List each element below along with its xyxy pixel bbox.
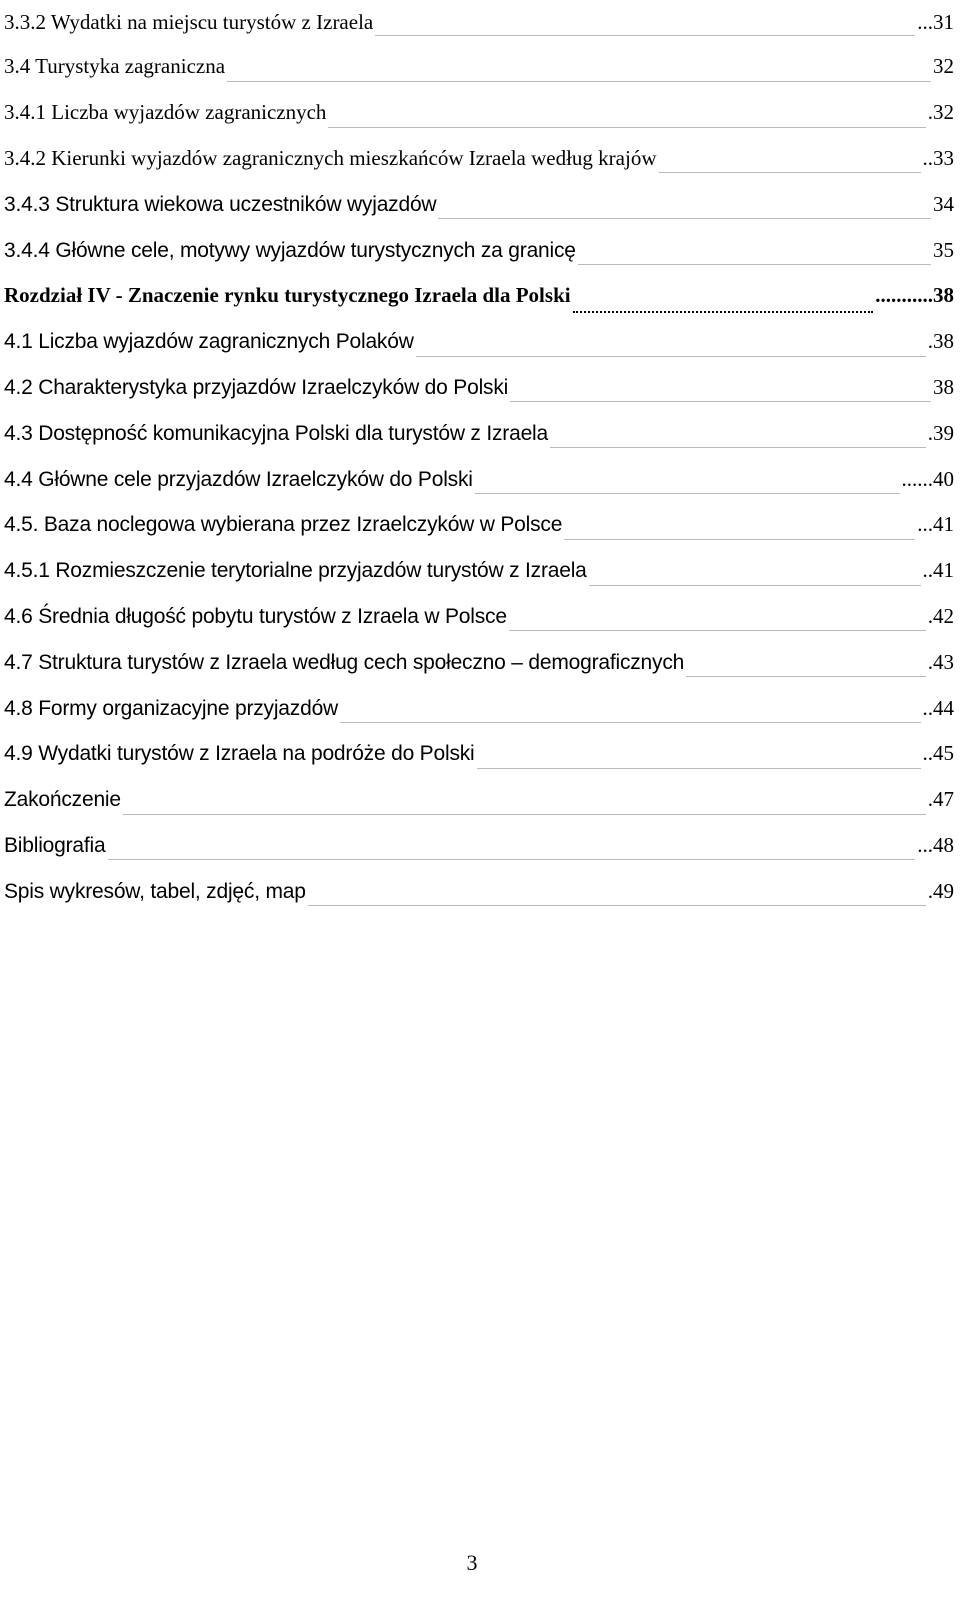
toc-entry-label: 3.4.2 Kierunki wyjazdów zagranicznych mieszkańców Izraela według krajów <box>4 145 657 170</box>
toc-entry-3-4-4 <box>4 227 954 273</box>
toc-leader-dots <box>589 548 921 594</box>
toc-entry-4-5 <box>4 502 954 548</box>
toc-entry-4-6 <box>4 594 954 640</box>
toc-entry-page: .39 <box>927 420 954 445</box>
toc-entry-label: 4.3 Dostępność komunikacyjna Polski dla turystów z Izraela <box>4 421 548 445</box>
toc-entry-label: 3.4 Turystyka zagraniczna <box>4 54 226 79</box>
toc-entry-page: .32 <box>927 100 954 125</box>
toc-entry-4-8 <box>4 685 954 731</box>
page-number: 3 <box>466 1550 478 1575</box>
toc-entry-4-4 <box>4 456 954 502</box>
toc-leader-dots <box>108 823 916 869</box>
table-of-contents <box>4 0 954 914</box>
toc-entry-label: 4.6 Średnia długość pobytu turystów z Izraela w Polsce <box>4 604 507 628</box>
toc-entry-page: ...........38 <box>875 283 954 308</box>
toc-entry-label: 4.1 Liczba wyjazdów zagranicznych Polaków <box>4 330 414 354</box>
toc-entry-page: ..44 <box>922 695 954 720</box>
toc-entry-page: ..33 <box>922 145 954 170</box>
toc-entry-page: .47 <box>927 787 954 812</box>
toc-leader-dots <box>416 319 926 365</box>
toc-entry-label: 4.9 Wydatki turystów z Izraela na podróże do Polski <box>4 742 475 766</box>
toc-leader-dots <box>475 456 900 502</box>
toc-entry-3-4 <box>4 44 954 90</box>
toc-entry-4-7 <box>4 639 954 685</box>
toc-entry-page: 38 <box>933 374 954 399</box>
toc-entry-page: ...48 <box>917 832 954 857</box>
toc-entry-label: 4.8 Formy organizacyjne przyjazdów <box>4 696 339 720</box>
toc-leader-dots <box>477 731 921 777</box>
toc-entry-4-2 <box>4 365 954 411</box>
toc-entry-chapter-4 <box>4 273 954 319</box>
toc-entry-label: Bibliografia <box>4 833 106 857</box>
toc-entry-page: 35 <box>933 237 954 262</box>
toc-entry-spis-wykresow <box>4 868 954 914</box>
toc-entry-page: ......40 <box>901 466 954 491</box>
toc-leader-dots <box>328 90 925 136</box>
toc-leader-dots <box>123 777 926 823</box>
toc-leader-dots <box>510 365 931 411</box>
toc-entry-page: ..41 <box>922 558 954 583</box>
toc-entry-page: ..45 <box>922 741 954 766</box>
toc-entry-4-3 <box>4 410 954 456</box>
toc-entry-page: .43 <box>927 649 954 674</box>
toc-leader-dots <box>564 502 915 548</box>
toc-leader-dots <box>509 594 926 640</box>
toc-entry-label: 4.2 Charakterystyka przyjazdów Izraelczyków do Polski <box>4 375 509 399</box>
toc-entry-page: .42 <box>927 603 954 628</box>
toc-entry-page: ...31 <box>917 9 954 34</box>
toc-entry-label: Spis wykresów, tabel, zdjęć, map <box>4 879 306 903</box>
toc-entry-page: 34 <box>933 191 954 216</box>
toc-entry-4-5-1 <box>4 548 954 594</box>
toc-entry-3-4-2 <box>4 136 954 182</box>
toc-leader-dots <box>308 868 926 914</box>
toc-leader-dots <box>550 410 926 456</box>
toc-entry-zakonczenie <box>4 777 954 823</box>
toc-leader-dots <box>573 273 874 319</box>
toc-entry-page: .38 <box>927 329 954 354</box>
toc-entry-label: 4.4 Główne cele przyjazdów Izraelczyków do Polski <box>4 467 473 491</box>
toc-leader-dots <box>227 44 931 90</box>
toc-entry-label: 3.4.1 Liczba wyjazdów zagranicznych <box>4 100 327 125</box>
toc-leader-dots <box>438 181 931 227</box>
toc-leader-dots <box>659 136 921 182</box>
toc-leader-dots <box>578 227 931 273</box>
toc-entry-label: 4.7 Struktura turystów z Izraela według cech społeczno – demograficznych <box>4 650 685 674</box>
toc-entry-label: Rozdział IV - Znaczenie rynku turystycznego Izraela dla Polski <box>4 283 571 308</box>
toc-entry-page: 32 <box>933 54 954 79</box>
toc-leader-dots <box>375 0 915 44</box>
toc-leader-dots <box>686 639 926 685</box>
toc-leader-dots <box>340 685 920 731</box>
toc-entry-3-4-3 <box>4 181 954 227</box>
toc-entry-4-9 <box>4 731 954 777</box>
toc-entry-3-4-1 <box>4 90 954 136</box>
toc-entry-page: .49 <box>927 878 954 903</box>
toc-entry-label: 4.5. Baza noclegowa wybierana przez Izraelczyków w Polsce <box>4 513 563 537</box>
toc-entry-3-3-2 <box>4 0 954 44</box>
toc-entry-label: Zakończenie <box>4 788 121 812</box>
toc-entry-label: 3.4.3 Struktura wiekowa uczestników wyjazdów <box>4 192 437 216</box>
toc-entry-label: 4.5.1 Rozmieszczenie terytorialne przyjazdów turystów z Izraela <box>4 559 587 583</box>
toc-entry-bibliografia <box>4 823 954 869</box>
toc-entry-label: 3.4.4 Główne cele, motywy wyjazdów turystycznych za granicę <box>4 238 576 262</box>
toc-entry-page: ...41 <box>917 512 954 537</box>
toc-entry-4-1 <box>4 319 954 365</box>
toc-entry-label: 3.3.2 Wydatki na miejscu turystów z Izraela <box>4 9 374 34</box>
